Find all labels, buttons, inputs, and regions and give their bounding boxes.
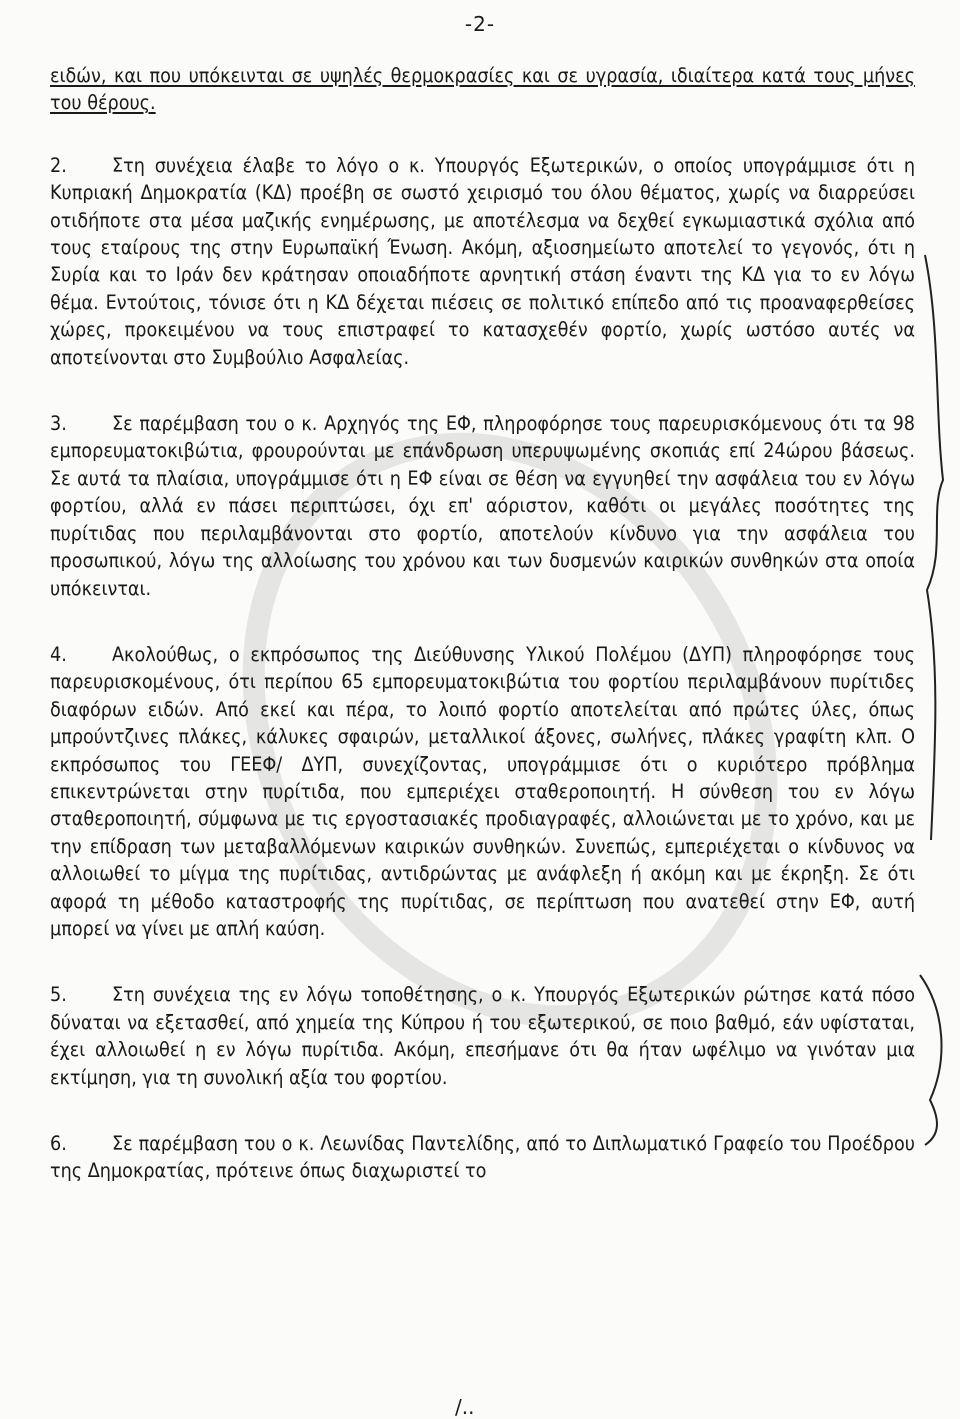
- paragraph-text: Σε παρέμβαση του ο κ. Λεωνίδας Παντελίδης, από το Διπλωματικό Γραφείο του Προέδρου της Δημοκρατίας, πρότεινε όπως διαχωριστεί το: [50, 1132, 915, 1183]
- paragraph-number: 2.: [50, 153, 67, 177]
- paragraph-6: [50, 1130, 915, 1185]
- continuation-mark: /..: [455, 1395, 475, 1419]
- paragraph-5: [50, 981, 915, 1091]
- paragraph-1-continued: [50, 62, 915, 117]
- paragraph-4: [50, 641, 915, 942]
- paragraph-text: Ακολούθως, ο εκπρόσωπος της Διεύθυνσης Υλικού Πολέμου (ΔΥΠ) πληροφόρησε τους παρευρισκομένους, ότι περίπου 65 εμπορευματοκιβώτια του φορτίου περιλαμβάνουν πυρίτιδες διαφόρων ειδών. Από εκεί και πέρα, το λοιπό φορτίο αποτελείται από πρώτες ύλες, όπως μπρούντζινες πλάκες, κάλυκες σφαιρών, μεταλλικοί άξονες, σωλήνες, πλάκες γραφίτη κλπ. Ο εκπρόσωπος του ΓΕΕΦ/ ΔΥΠ, συνεχίζοντας, υπογράμμισε ότι ο κυριότερο πρόβλημα επικεντρώνεται στην πυρίτιδα, που εμπεριέχει σταθεροποιητή. Η σύνθεση του εν λόγω σταθεροποιητή, σύμφωνα με τις εργοστασιακές προδιαγραφές, αλλοιώνεται με το χρόνο, και με την επίδραση των μεταβαλλόμενων καιρικών συνθηκών. Συνεπώς, εμπεριέχεται ο κίνδυνος να αλλοιωθεί το μίγμα της πυρίτιδας, αντιδρώντας με ανάφλεξη ή ακόμη και με έκρηξη. Σε ότι αφορά τη μέθοδο καταστροφής της πυρίτιδας, σε περίπτωση που ανατεθεί στην ΕΦ, αυτή μπορεί να γίνει με απλή καύση.: [50, 642, 915, 940]
- paragraph-number: 3.: [50, 412, 67, 436]
- handwritten-margin-bracket: [910, 970, 955, 1150]
- paragraph-number: 6.: [50, 1132, 67, 1155]
- paragraph-2: [50, 152, 915, 371]
- paragraph-text: Στη συνέχεια της εν λόγω τοποθέτησης, ο κ. Υπουργός Εξωτερικών ρώτησε κατά πόσο δύναται να εξετασθεί, από χημεία της Κύπρου ή του εξωτερικού, σε ποιο βαθμό, εάν υφίσταται, έχει αλλοιωθεί η εν λόγω πυρίτιδα. Ακόμη, επεσήμανε ότι θα ήταν ωφέλιμο να γινόταν μια εκτίμηση, για τη συνολική αξία του φορτίου.: [50, 983, 915, 1089]
- paragraph-number: 4.: [50, 642, 67, 666]
- paragraph-text: Σε παρέμβαση του ο κ. Αρχηγός της ΕΦ, πληροφόρησε τους παρευρισκόμενους ότι τα 98 εμπορευματοκιβώτια, φρουρούνται με επάνδρωση υπερυψωμένης σκοπιάς επί 24ώρου βάσεως. Σε αυτά τα πλαίσια, υπογράμμισε ότι η ΕΦ είναι σε θέση να εγγυηθεί την ασφάλεια του εν λόγω φορτίου, αλλά εν πάσει περιπτώσει, όχι επ' αόριστον, καθότι οι μεγάλες ποσότητες της πυρίτιδας που περιλαμβάνονται στο φορτίο, αποτελούν κίνδυνο για την ασφάλεια του προσωπικού, λόγω της αλλοίωσης του χρόνου και των δυσμενών καιρικών συνθηκών στα οποία υπόκεινται.: [50, 412, 915, 600]
- document-body: [50, 62, 915, 1224]
- paragraph-number: 5.: [50, 983, 67, 1007]
- paragraph-text: Στη συνέχεια έλαβε το λόγο ο κ. Υπουργός Εξωτερικών, ο οποίος υπογράμμισε ότι η Κυπριακή Δημοκρατία (ΚΔ) προέβη σε σωστό χειρισμό του όλου θέματος, χωρίς να διαρρεύσει οτιδήποτε στα μέσα μαζικής ενημέρωσης, με αποτέλεσμα να δεχθεί εγκωμιαστικά σχόλια από τους εταίρους της στην Ευρωπαϊκή Ένωση. Ακόμη, αξιοσημείωτο αποτελεί το γεγονός, ότι η Συρία και το Ιράν δεν κράτησαν οποιαδήποτε αρνητική στάση έναντι της ΚΔ για το εν λόγω θέμα. Εντούτοις, τόνισε ότι η ΚΔ δέχεται πιέσεις σε πολιτικό επίπεδο από τις προαναφερθείσες χώρες, προκειμένου να τους επιστραφεί το κατασχεθέν φορτίο, χωρίς ωστόσο αυτές να αποτείνονται στο Συμβούλιο Ασφαλείας.: [50, 153, 915, 369]
- paragraph-3: [50, 410, 915, 602]
- paragraph-text: ειδών, και που υπόκεινται σε υψηλές θερμοκρασίες και σε υγρασία, ιδιαίτερα κατά τους μήνες του θέρους.: [50, 64, 915, 115]
- page-number: -2-: [464, 12, 496, 36]
